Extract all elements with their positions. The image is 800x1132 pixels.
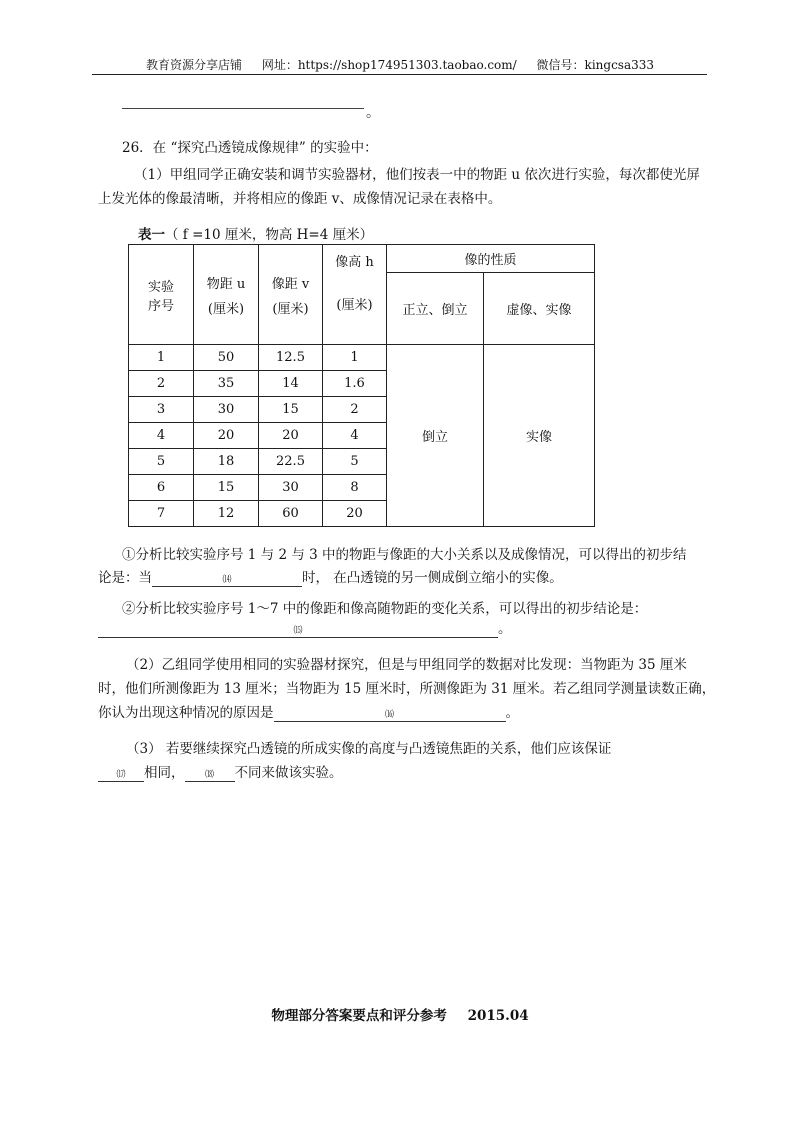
header-seq: 实验 序号 [129,245,194,345]
page-header [0,56,800,73]
table-cell-h: 1.6 [323,371,387,397]
part2-line2: 时，他们所测像距为 13 厘米；当物距为 15 厘米时，所测像距为 31 厘米。若乙组同学测量读数正确， [98,681,716,697]
table-cell-h: 2 [323,397,387,423]
table-cell-h: 8 [323,475,387,501]
table-cell-u: 20 [194,423,259,449]
table-cell-u: 50 [194,345,259,371]
table-cell-seq: 2 [129,371,194,397]
q2-line1: ②分析比较实验序号 1～7 中的像距和像高随物距的变化关系，可以得出的初步结论是： [122,601,648,617]
table-cell-h: 1 [323,345,387,371]
table-cell-u: 30 [194,397,259,423]
table-caption-params: （ f =10 厘米，物高 H=4 厘米） [165,227,374,243]
header-kind: 虚像、实像 [484,273,595,345]
table-cell-h: 20 [323,501,387,527]
q1-line1: ①分析比较实验序号 1 与 2 与 3 中的物距与像距的大小关系以及成像情况，可以得出的初步结 [122,547,687,563]
header-u: 物距 u (厘米) [194,245,259,345]
answer-blank-16[interactable]: ⒃ [274,709,506,722]
part2-line3: 你认为出现这种情况的原因是 ⒃ 。 [98,705,519,721]
table-cell-h: 5 [323,449,387,475]
answer-blank-18[interactable]: ⒅ [185,769,235,782]
header-orient: 正立、倒立 [387,273,484,345]
table-cell-h: 4 [323,423,387,449]
part1-line2: 上发光体的像最清晰，并将相应的像距 v、成像情况记录在表格中。 [98,191,502,207]
table-cell-seq: 7 [129,501,194,527]
header-nature: 像的性质 [387,245,595,273]
table-cell-seq: 1 [129,345,194,371]
table-cell-v: 15 [259,397,323,423]
answer-section-date: 2015.04 [467,1008,529,1024]
answer-blank-17[interactable]: ⒄ [98,769,144,782]
answer-section-heading [0,1004,800,1024]
answer-section-title: 物理部分答案要点和评分参考 [271,1008,447,1024]
table-cell-v: 12.5 [259,345,323,371]
table-cell-seq: 6 [129,475,194,501]
header-url: 网址：https://shop174951303.taobao.com/ [261,58,517,72]
part2-line1: （2）乙组同学使用相同的实验器材探究，但是与甲组同学的数据对比发现：当物距为 35 厘米 [126,657,687,673]
merged-kind-cell: 实像 [484,345,595,527]
header-divider [92,74,707,75]
answer-blank-15[interactable]: ⒂ [98,625,498,638]
table-cell-v: 30 [259,475,323,501]
table-caption-label: 表一 [138,227,165,243]
header-h: 像高 h (厘米) [323,245,387,345]
data-table [128,244,595,527]
table-cell-seq: 5 [129,449,194,475]
header-v: 像距 v (厘米) [259,245,323,345]
part1-line1: （1）甲组同学正确安装和调节实验器材，他们按表一中的物距 u 依次进行实验，每次都使光屏 [134,167,700,183]
table-cell-seq: 4 [129,423,194,449]
previous-answer-blank [122,108,364,109]
answer-blank-14[interactable]: ⒁ [152,574,302,587]
table-cell-v: 60 [259,501,323,527]
header-wechat: 微信号：kingcsa333 [536,58,655,72]
table-caption [138,226,373,245]
table-cell-v: 20 [259,423,323,449]
header-shop: 教育资源分享店铺 [145,58,242,72]
table-cell-u: 35 [194,371,259,397]
merged-orient-cell: 倒立 [387,345,484,527]
previous-answer-period: 。 [366,105,380,121]
table-cell-u: 18 [194,449,259,475]
table-cell-v: 14 [259,371,323,397]
table-cell-v: 22.5 [259,449,323,475]
q1-line2: 论是：当 ⒁ 时， 在凸透镜的另一侧成倒立缩小的实像。 [98,570,563,586]
part3-line2: ⒄ 相同， ⒅ 不同来做该实验。 [98,764,343,783]
part3-line1: （3） 若要继续探究凸透镜的所成实像的高度与凸透镜焦距的关系，他们应该保证 [126,741,612,757]
table-cell-seq: 3 [129,397,194,423]
table-cell-u: 12 [194,501,259,527]
q2-line2: ⒂ 。 [98,620,512,639]
table-cell-u: 15 [194,475,259,501]
question-title: 26．在 “探究凸透镜成像规律” 的实验中： [122,140,378,156]
